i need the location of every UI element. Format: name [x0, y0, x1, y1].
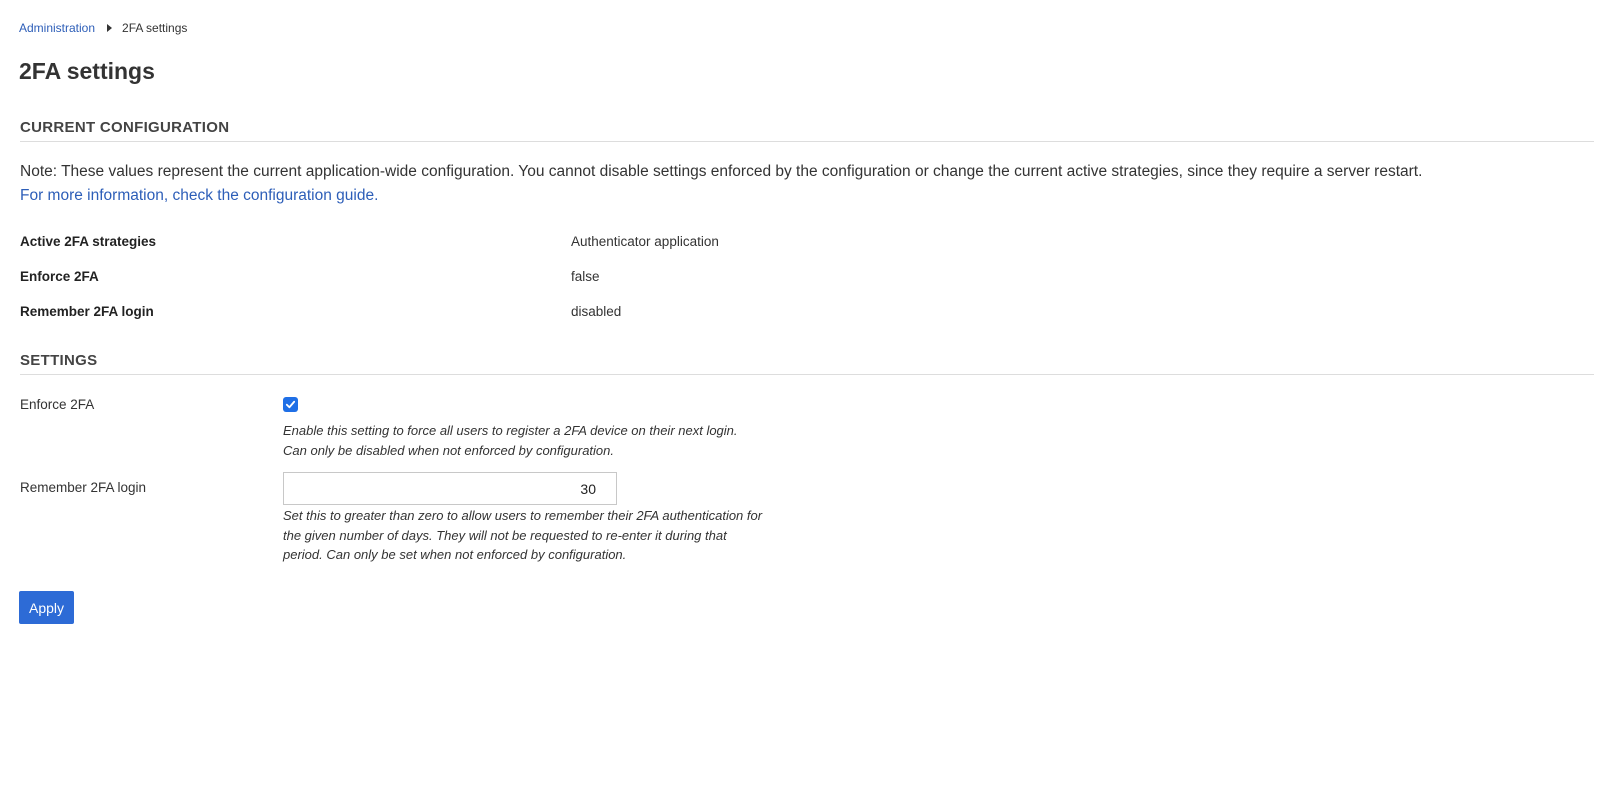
config-value: false: [571, 269, 600, 284]
config-label: Remember 2FA login: [20, 304, 154, 319]
breadcrumb: [19, 21, 187, 35]
section-header-settings: SETTINGS: [20, 352, 1594, 375]
remember-2fa-help-text: Set this to greater than zero to allow users to remember their 2FA authentication for the given number of days. They will not be requested to re-enter it during that period. Can only be set when not enforced by configuration.: [283, 508, 763, 562]
config-value: disabled: [571, 304, 622, 319]
enforce-2fa-label: Enforce 2FA: [20, 397, 95, 412]
config-value: Authenticator application: [571, 234, 719, 249]
config-row-enforce-2fa: [20, 269, 920, 289]
config-row-remember-login: [20, 304, 920, 324]
config-label: Enforce 2FA: [20, 269, 99, 284]
breadcrumb-current: 2FA settings: [122, 21, 188, 35]
breadcrumb-administration-link[interactable]: Administration: [19, 21, 96, 35]
configuration-note-text: Note: These values represent the current application-wide configuration. You cannot disable settings enforced by the configuration or change the current active strategies, since they require a server restart.: [20, 163, 1423, 180]
checkmark-icon: [285, 399, 296, 410]
breadcrumb-separator-icon: [107, 24, 112, 32]
enforce-2fa-checkbox[interactable]: [283, 397, 298, 412]
remember-2fa-days-input[interactable]: [283, 472, 617, 505]
configuration-note: [20, 160, 1580, 208]
configuration-guide-link[interactable]: For more information, check the configuration guide.: [20, 187, 379, 204]
apply-button[interactable]: Apply: [19, 591, 74, 624]
section-header-current-configuration: CURRENT CONFIGURATION: [20, 119, 1594, 142]
enforce-2fa-help-text: Enable this setting to force all users to register a 2FA device on their next login. Can only be disabled when not enforced by configuration.: [283, 423, 738, 458]
config-row-active-strategies: [20, 234, 920, 254]
config-label: Active 2FA strategies: [20, 234, 157, 249]
remember-2fa-login-label: Remember 2FA login: [20, 480, 147, 495]
page-title: 2FA settings: [19, 58, 155, 84]
